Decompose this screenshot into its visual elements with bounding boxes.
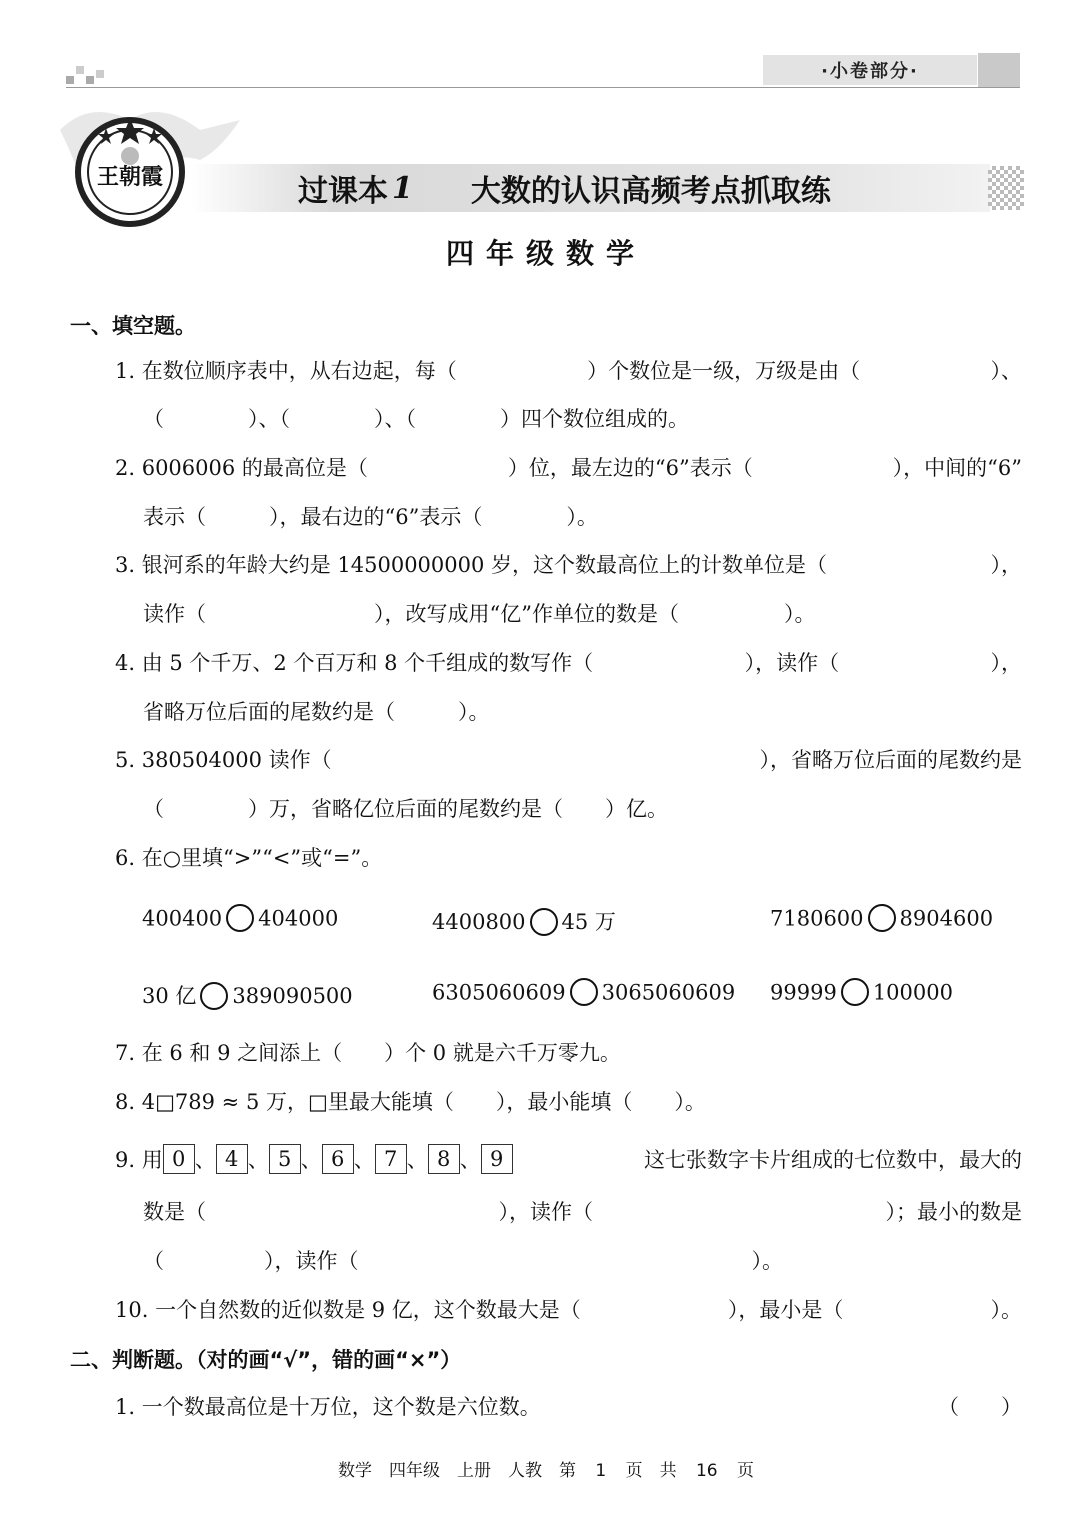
compare-item — [432, 906, 616, 938]
compare-right: 45 万 — [561, 910, 616, 934]
compare-left: 30 亿 — [142, 984, 197, 1008]
section-tab-end — [978, 53, 1020, 87]
q2-text-a: 2. 6006006 的最高位是（ — [115, 456, 368, 480]
q10 — [115, 1295, 1022, 1325]
tf-q1-text: 1. 一个数最高位是十万位，这个数是六位数。 — [115, 1395, 541, 1419]
answer-circle[interactable] — [530, 908, 558, 936]
q2-line1 — [115, 453, 1022, 483]
q1-text-a: 1. 在数位顺序表中，从右边起，每（ — [115, 359, 457, 383]
q1-line1 — [115, 356, 1022, 386]
tf-q1-answer[interactable]: （ ） — [938, 1395, 1022, 1419]
compare-item — [142, 980, 353, 1012]
q1-text-b: ）个数位是一级，万级是由（ — [587, 359, 861, 383]
compare-left: 4400800 — [432, 910, 526, 934]
q5-text-b: ），省略万位后面的尾数约是 — [759, 748, 1022, 772]
q9-line3-b: ），读作（ — [264, 1249, 359, 1273]
compare-item — [770, 906, 993, 934]
q9-line2 — [143, 1197, 1022, 1227]
tf-q1 — [115, 1392, 1022, 1422]
q9-cards-group — [115, 1145, 513, 1177]
title-checker-decoration — [988, 166, 1024, 210]
compare-right: 100000 — [872, 980, 953, 1005]
compare-left: 6305060609 — [432, 980, 566, 1005]
digit-card: 4 — [216, 1144, 248, 1174]
q6-prompt: 6. 在○里填“>”“<”或“=”。 — [115, 846, 383, 870]
q10-text-c: ）。 — [990, 1298, 1022, 1322]
q9-line2-a: 数是（ — [143, 1200, 206, 1224]
q4-line1 — [115, 648, 1022, 678]
answer-circle[interactable] — [868, 904, 896, 932]
compare-right: 3065060609 — [601, 980, 736, 1005]
q9-line2-c: ）；最小的数是 — [885, 1200, 1022, 1224]
compare-right: 389090500 — [232, 984, 353, 1008]
compare-left: 400400 — [142, 906, 223, 931]
section-heading-true-false: 二、判断题。（对的画“√”，错的画“×”） — [70, 1348, 462, 1372]
q3-line2: 读作（ ），改写成用“亿”作单位的数是（ ）。 — [143, 602, 816, 626]
q10-text-b: ），最小是（ — [727, 1298, 844, 1322]
card-sep: 、 — [353, 1148, 375, 1172]
card-sep: 、 — [300, 1148, 322, 1172]
answer-circle[interactable] — [570, 978, 598, 1006]
digit-card: 8 — [428, 1144, 460, 1174]
digit-card: 7 — [375, 1144, 407, 1174]
title-prefix: 过课本 — [298, 174, 388, 209]
q2-text-b: ）位，最左边的“6”表示（ — [507, 456, 753, 480]
q1-line2: （ ）、（ ）、（ ）四个数位组成的。 — [143, 407, 689, 431]
compare-right: 404000 — [258, 906, 339, 931]
q2-line2: 表示（ ），最右边的“6”表示（ ）。 — [143, 505, 598, 529]
q9-suffix: 这七张数字卡片组成的七位数中，最大的 — [644, 1148, 1022, 1172]
card-sep: 、 — [459, 1148, 481, 1172]
answer-circle[interactable] — [200, 982, 228, 1010]
q8: 8. 4□789 ≈ 5 万，□里最大能填（ ），最小能填（ ）。 — [115, 1090, 706, 1114]
digit-card: 9 — [481, 1144, 513, 1174]
q1-text-c: ）、 — [990, 359, 1022, 383]
q10-text-a: 10. 一个自然数的近似数是 9 亿，这个数最大是（ — [115, 1298, 581, 1322]
q5-line1 — [115, 745, 1022, 775]
q5-line2: （ ）万，省略亿位后面的尾数约是（ ）亿。 — [143, 797, 668, 821]
header-rule — [66, 87, 1020, 88]
q9-prefix: 9. 用 — [115, 1148, 163, 1172]
subtitle: 四年级数学 — [445, 237, 646, 270]
answer-circle[interactable] — [841, 978, 869, 1006]
compare-item — [770, 980, 953, 1008]
title-main: 大数的认识高频考点抓取练 — [470, 174, 831, 209]
page-footer: 数学 四年级 上册 人教 第 1 页 共 16 页 — [337, 1461, 755, 1481]
header-squares — [66, 66, 106, 86]
compare-right: 8904600 — [899, 906, 994, 931]
q9-line3 — [143, 1246, 783, 1276]
section-heading-fill-blank: 一、填空题。 — [70, 314, 196, 338]
q7: 7. 在 6 和 9 之间添上（ ）个 0 就是六千万零九。 — [115, 1041, 621, 1065]
q3-line1 — [115, 550, 1022, 580]
q2-text-c: ），中间的“6” — [892, 456, 1022, 480]
card-sep: 、 — [247, 1148, 269, 1172]
q9-line1 — [115, 1145, 1022, 1177]
digit-card: 5 — [269, 1144, 301, 1174]
q4-text-a: 4. 由 5 个千万、2 个百万和 8 个千组成的数写作（ — [115, 651, 594, 675]
q9-line3-c: ）。 — [751, 1249, 783, 1273]
compare-left: 99999 — [770, 980, 837, 1005]
card-sep: 、 — [194, 1148, 216, 1172]
compare-item — [142, 906, 338, 934]
q3-text-b: ）， — [990, 553, 1022, 577]
card-sep: 、 — [406, 1148, 428, 1172]
q5-text-a: 5. 380504000 读作（ — [115, 748, 332, 772]
title-number: 1 — [392, 170, 413, 206]
page-title — [298, 166, 831, 210]
digit-card: 6 — [322, 1144, 354, 1174]
digit-card: 0 — [163, 1144, 195, 1174]
q9-line2-b: ），读作（ — [498, 1200, 593, 1224]
q4-line2: 省略万位后面的尾数约是（ ）。 — [143, 700, 490, 724]
section-tab: ·小卷部分· — [763, 55, 977, 85]
q3-text-a: 3. 银河系的年龄大约是 14500000000 岁，这个数最高位上的计数单位是（ — [115, 553, 828, 577]
logo-text: 王朝霞 — [96, 164, 164, 190]
q4-text-c: ）， — [990, 651, 1022, 675]
q9-line3-a: （ — [143, 1249, 164, 1273]
compare-item — [432, 980, 735, 1008]
q4-text-b: ），读作（ — [744, 651, 840, 675]
compare-left: 7180600 — [770, 906, 864, 931]
answer-circle[interactable] — [226, 904, 254, 932]
